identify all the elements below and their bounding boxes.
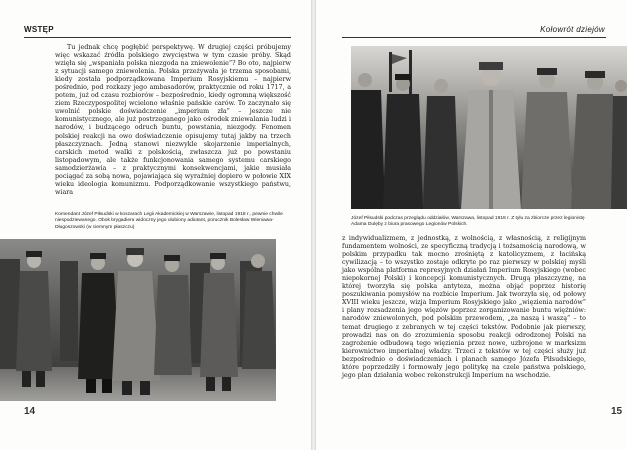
officers-group-photo bbox=[0, 239, 276, 401]
left-paragraph: Tu jednak chcę pogłębić perspektywę. W drugiej części próbujemy więc wskazać źródła polskiego zwycięstwa w tym czasie próby. Skąd wzięła się „wspaniała polska niezgoda na zniewolenie”? Bo oto, najpierw z sytuacji samego zniewolenia. Polska przeżywała je trzema sposobami, kiedy została podporządkowana Imperium Rosyjskiemu – najpierw pośrednio, pod rozkazy jego ambasadorów, praktycznie od roku 1717, a potem, już od czasu rozbiorów – bezpośrednio, kiedy ogromną większość ziem Rzeczypospolitej wcielono właśnie pańskie carów. To zaczynało się uwolnić polskie doświadczenie „imperium zła” – jeszcze nie komunistycznego, ale już postrzeganego jako ośrodek zniewalania ludzi i narodów, i budzącego odruch buntu, powstania, niezgody. Fenomen polskiej reakcji na owo doświadczenie opisujemy tutaj jakby na trzech płaszczyznach. Jedną stanowi niezwykle skojarzenie imperialnych, carskich metod walki z polskością, zwłaszcza już po powstaniu listopadowym, ale także funkcjonowania samego systemu carskiego samodzierżawia – z praktycznymi konsekwencjami, jakie musiała pociągać za sobą nowa, pojawiająca się wyraźniej dopiero w połowie XIX wieku ideologia komunizmu. Podporządkowanie wszystkiego państwu, wiara bbox=[55, 44, 291, 196]
page-number-right: 15 bbox=[611, 406, 623, 417]
left-body-text bbox=[55, 44, 291, 197]
left-page bbox=[0, 0, 311, 450]
header-rule-right bbox=[342, 37, 606, 38]
right-photo bbox=[351, 46, 627, 209]
right-body-text bbox=[342, 235, 586, 380]
running-header-left: WSTĘP bbox=[24, 25, 54, 34]
left-photo-caption: Komendant Józef Piłsudski w koszarach Legii Akademickiej w Warszawie, listopad 1918 r., pewnie chwile niespodziewanego. Obok brygadiera widoczny jego ulubiony adiutant, porucznik Bolesław Wieniawa-Długoszowski (w ciemnym płaszczu) bbox=[55, 212, 283, 230]
running-header-right: Kołowrót dziejów bbox=[540, 25, 605, 34]
right-page bbox=[316, 0, 627, 450]
right-photo-caption: Józef Piłsudski podczas przeglądu oddziałów, Warszawa, listopad 1918 r. Z tyłu za zbiorcze przez legionistę Adama Dulęby z biura prasowego Legionów Polskich. bbox=[351, 216, 585, 228]
page-number-left: 14 bbox=[24, 406, 36, 417]
review-of-troops-photo bbox=[351, 46, 627, 209]
left-photo bbox=[0, 239, 276, 401]
header-rule-left bbox=[24, 37, 291, 38]
right-paragraph: z indywidualizmem, z jednostką, z wolnością, z własnością, z religijnym fundamentem wolności, ze specyficzną tradycją i tożsamością narodową, w polskim przypadku tak mocno zrośniętą z katolicyzmem, z łacińską cywilizacją – to wszystko zostaje odkryte po raz pierwszy w polskiej myśli jako wspólna platforma represyjnych działań Imperium Rosyjskiego (wobec niepokornej Polski) i koncepcji komunistycznych. Drugą płaszczyznę, na której tworzyła się polska antyteza, można objąć poprzez historię poszukiwania pomysłów na rozbicie Imperium. Jak tworzyła się, od połowy XVIII wieku jeszcze, wizja Imperium Rosyjskiego jako „więzienia narodów” i plany rozsadzenia jego więzów poprzez zorganizowanie buntu więźniów: narodów zniewolonych, pod polskim przewodem, „za naszą i waszą” – to temat drugiego z zebranych w tej części tekstów. Podobnie jak pierwszy, prowadzi nas on do zrozumienia sposobu reakcji odrodzonej Polski na zagrożenie odbudową tego więzienia przez nowe, uzbrojone w marksizm kierownictwo imperialnej władzy. Trzeci z tekstów w tej części służy już bezpośrednio o doświadczeniach i planach samego Józefa Piłsudskiego, które poprzedziły i formowały jego politykę na czele państwa polskiego, jego plan działania wobec rekonstrukcji Imperium na wschodzie. bbox=[342, 235, 586, 379]
